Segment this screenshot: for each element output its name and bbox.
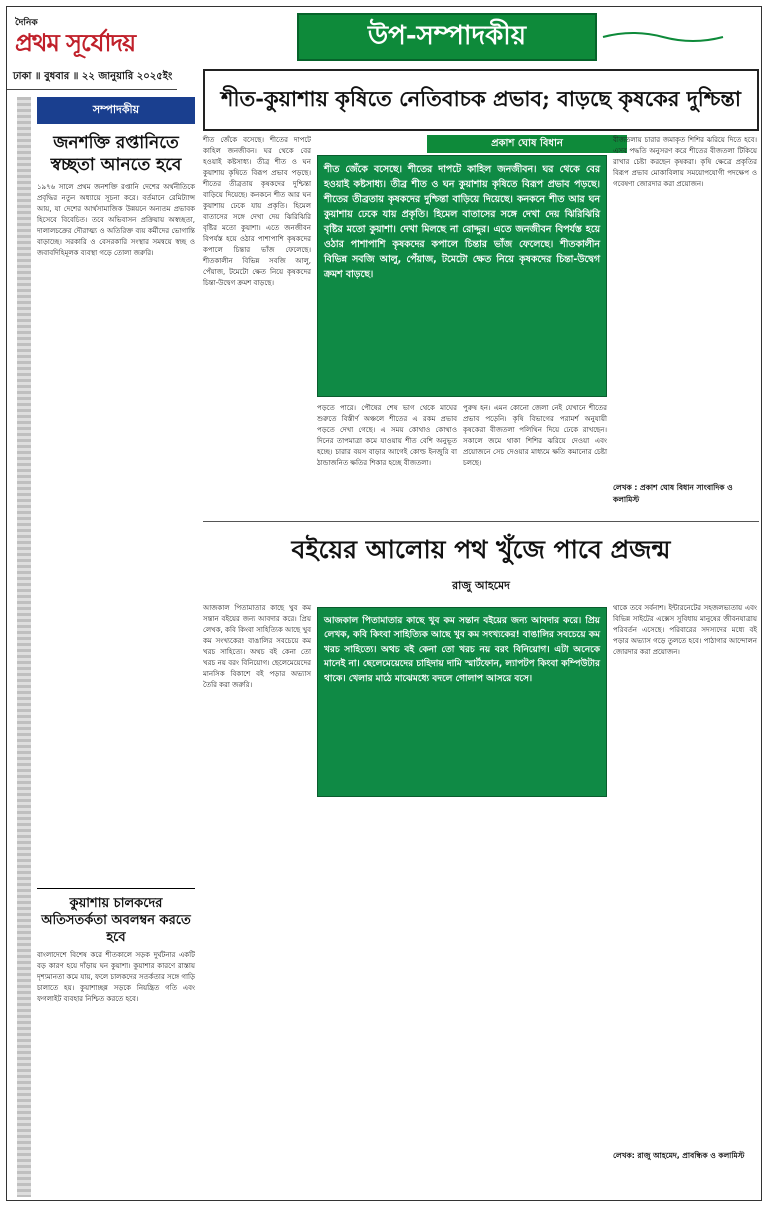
article-1-col-3: পুরুষ হন। এমন কোনো জেলা নেই যেখানে শীতের প্রভাব পড়েনি। কৃষি বিভাগের পরামর্শ অনুযায়ী কৃষকেরা বীজতলা পলিথিন দিয়ে ঢেকে রাখছেন। সকালে জমে থাকা শিশির ঝরিয়ে দেওয়া এবং প্রয়োজনে সেচ দেওয়ার মাধ্যমে ক্ষতি কমানোর চেষ্টা চলছে। bbox=[463, 404, 610, 467]
editorial-column bbox=[37, 97, 198, 1197]
article-2-headline-box bbox=[203, 529, 759, 573]
article-1-headline: শীত-কুয়াশায় কৃষিতে নেতিবাচক প্রভাব; বাড়ছে কৃষকের দুশ্চিন্তা bbox=[221, 85, 741, 111]
newspaper-page bbox=[6, 6, 762, 1201]
article-1-col-4-wrap bbox=[613, 135, 760, 519]
article-divider bbox=[203, 521, 759, 522]
article-1-lead: শীত জেঁকে বসেছে। শীতের দাপটে কাহিল জনজীবন। ঘর থেকে বের হওয়াই কষ্টসাধ্য। তীব্র শীত ও ঘন কুয়াশায় কৃষিতে বিরূপ প্রভাব পড়ছে। শীতের তীব্রতায় কৃষকদের দুশ্চিন্তা বাড়িয়ে দিয়েছে। কনকনে শীত আর ঘন কুয়াশায় ঢেকে যায় প্রকৃতি। হিমেল বাতাসের সঙ্গে দেখা দেয় ঝিরিঝিরি বৃষ্টির মতো কুয়াশা। দেখা মিলছে না রোদ্দুর। এতে জনজীবন বিপর্যস্ত হয়ে ওঠার পাশাপাশি কৃষকদের কপালে চিন্তার ভাঁজ ফেলেছে। শীতকালীন বিভিন্ন সবজি আলু, পেঁয়াজ, টমেটো ক্ষেত নিয়ে কৃষকদের চিন্তা-উদ্বেগ ক্রমশ বাড়ছে। bbox=[324, 164, 600, 280]
editorial-body-2: বাংলাদেশে বিশেষ করে শীতকালে সড়ক দুর্ঘটনার একটি বড় কারণ হয়ে দাঁড়ায় ঘন কুয়াশা। কুয়াশার কারণে রাস্তায় দৃশ্যমানতা কমে যায়, ফলে চালকদের সতর্কতার সঙ্গে গাড়ি চালাতে হয়। কুয়াশাচ্ছন্ন সড়কে নিয়ন্ত্রিত গতি এবং ফগলাইট ব্যবহার নিশ্চিত করতে হবে। bbox=[37, 951, 198, 1003]
masthead-date: ঢাকা ॥ বুধবার ॥ ২২ জানুয়ারি ২০২৫ইং bbox=[13, 71, 173, 82]
article-2-headline: বইয়ের আলোয় পথ খুঁজে পাবে প্রজন্ম bbox=[291, 534, 671, 564]
editorial-label: সম্পাদকীয় bbox=[37, 97, 195, 124]
article-1-col-1: শীত জেঁকে বসেছে। শীতের দাপটে কাহিল জনজীবন। ঘর থেকে বের হওয়াই কষ্টসাধ্য। তীব্র শীত ও ঘন কুয়াশায় কৃষিতে বিরূপ প্রভাব পড়ছে। শীতের তীব্রতায় কৃষকদের দুশ্চিন্তা বাড়িয়ে দিয়েছে। কনকনে শীত আর ঘন কুয়াশায় ঢেকে যায় প্রকৃতি। হিমেল বাতাসের সঙ্গে দেখা দেয় ঝিরিঝিরি বৃষ্টির মতো কুয়াশা। এতে জনজীবন বিপর্যস্ত হয়ে ওঠার পাশাপাশি কৃষকদের কপালে চিন্তার ভাঁজ ফেলেছে। শীতকালীন বিভিন্ন সবজি আলু, পেঁয়াজ, টমেটো ক্ষেত নিয়ে কৃষকদের চিন্তা-উদ্বেগ ক্রমশ বাড়ছে। bbox=[203, 136, 314, 287]
article-1-byline: প্রকাশ ঘোষ বিধান bbox=[427, 135, 627, 153]
article-2-lead: আজকাল পিতামাতার কাছে খুব কম সন্তান বইয়ের জন্য আবদার করে। প্রিয় লেখক, কবি কিংবা সাহিত্যিক আছে খুব কম সংখ্যকের! বাঙালির সবচেয়ে কম খরচ সাহিত্যে। অথচ বই কেনা তো খরচ নয় বরং বিনিয়োগ। এটা অনেকে মানেই না। ছেলেমেয়েদের চাহিদায় দামি স্মার্টফোন, ল্যাপটপ কিংবা কম্পিউটার থাকে। খেলার মাঠে মাঝেমধ্যে বদলে গোলাপ আসরে বসে। bbox=[324, 616, 600, 684]
article-1-author: লেখক : প্রকাশ ঘোষ বিধান সাংবাদিক ও কলামিস্ট bbox=[613, 483, 733, 504]
article-1-headline-box bbox=[203, 69, 759, 131]
article-2-author: লেখক: রাজু আহমেদ, প্রাবন্ধিক ও কলামিস্ট bbox=[613, 1151, 745, 1160]
article-2-col-2-wrap bbox=[613, 603, 760, 1193]
article-2-byline: রাজু আহমেদ bbox=[452, 579, 510, 592]
section-banner bbox=[297, 13, 597, 61]
masthead-small: দৈনিক bbox=[15, 18, 38, 28]
article-2-col-2: থাকে তবে সর্বনাশ। ইন্টারনেটের সহজলভ্যতায় এবং বিভিন্ন সাইটের এক্সেস সুবিধায় মানুষের জীবনযাত্রায় পরিবর্তন এসেছে। পরিবারের সদস্যদের মধ্যে বই পড়ার অভ্যাস গড়ে তুলতে হবে। পাঠাগার আন্দোলন জোরদার করা প্রয়োজন। bbox=[613, 604, 760, 656]
masthead bbox=[7, 7, 177, 90]
editorial-headline-2: কুয়াশায় চালকদের অতিসতর্কতা অবলম্বন করতে হবে bbox=[37, 888, 195, 946]
editorial-body-1: ১৯৭৬ সালে প্রথম জনশক্তি রপ্তানি দেশের অর্থনীতিকে প্রবৃদ্ধির নতুন অধ্যায়ে সূচনা করে। বর্তমানে রেমিট্যান্স আয়, যা দেশের আর্থসামাজিক উন্নয়নে অন্যতম প্রভাবক হিসেবে বিবেচিত। তবে অভিবাসন প্রক্রিয়ায় অস্বচ্ছতা, দালালচক্রের দৌরাত্ম্য ও অতিরিক্ত ব্যয় কর্মীদের ভোগান্তি বাড়াচ্ছে। সরকারি ও বেসরকারি সংস্থার সমন্বয়ে স্বচ্ছ ও জবাবদিহিমূলক ব্যবস্থা গড়ে তোলা জরুরি। bbox=[37, 183, 198, 257]
left-border-strip bbox=[17, 97, 31, 1197]
editorial-headline-1: জনশক্তি রপ্তানিতে স্বচ্ছতা আনতে হবে bbox=[50, 133, 182, 175]
banner-ornament-icon bbox=[603, 29, 723, 45]
article-1-col-4: বীজতলায় চারার জমাকৃত শিশির ঝরিয়ে দিতে হবে। এসব পদ্ধতি অনুসরণ করে শীতের বীজতলা টিকিয়ে রাখার চেষ্টা করছেন কৃষকরা। কৃষি ক্ষেত্রে প্রকৃতির বিরূপ প্রভাব মোকাবিলায় সময়োপযোগী পদক্ষেপ ও গবেষণা জোরদার করা প্রয়োজন। bbox=[613, 136, 760, 188]
article-2-col-1: আজকাল পিতামাতার কাছে খুব কম সন্তান বইয়ের জন্য আবদার করে। প্রিয় লেখক, কবি কিংবা সাহিত্যিক আছে খুব কম সংখ্যকের! বাঙালির সবচেয়ে কম খরচ সাহিত্যে। অথচ বই কেনা তো খরচ নয় বরং বিনিয়োগ। ছেলেমেয়েদের মানসিক বিকাশে বই পড়ার অভ্যাস তৈরি করা জরুরি। bbox=[203, 604, 314, 689]
masthead-logo: প্রথম সূর্যোদয় bbox=[15, 28, 136, 57]
article-1-col-2: পড়তে পারে। পৌষের শেষ ভাগ থেকে মাঘের শুরুতে বিস্তীর্ণ অঞ্চলে শীতের এ রকম প্রভাব পড়তে দেখা গেছে। এ সময় কোথাও কোথাও দিনের তাপমাত্রা কমে যাওয়ায় শীত বেশি অনুভূত হচ্ছে। চারার বয়স বাড়ার আগেই কোল্ড ইনজুরি বা ঠান্ডাজনিত ক্ষতির শিকার হচ্ছে বীজতলা। bbox=[317, 404, 460, 467]
article-1-lead-box bbox=[317, 155, 607, 397]
article-2-lead-box bbox=[317, 607, 607, 797]
section-banner-title: উপ-সম্পাদকীয় bbox=[367, 21, 527, 51]
